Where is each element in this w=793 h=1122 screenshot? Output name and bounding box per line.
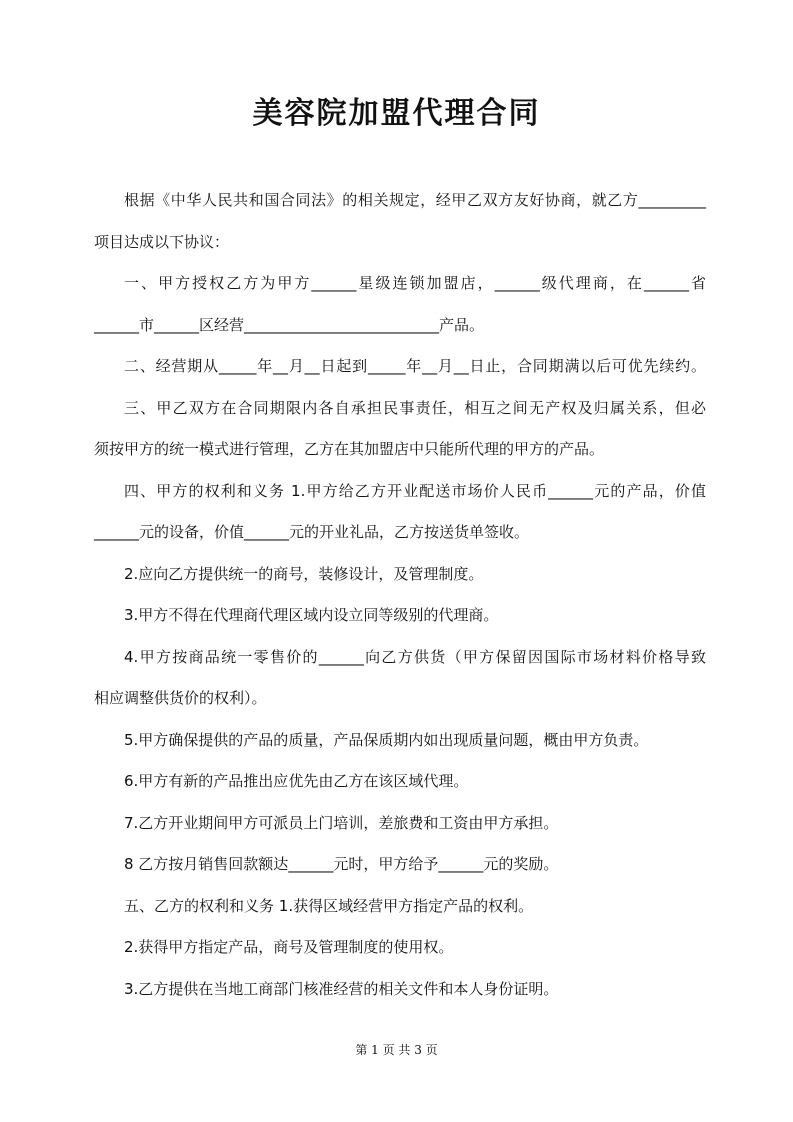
paragraph-line: ______元的设备，价值______元的开业礼品，乙方按送货单签收。	[94, 523, 530, 541]
paragraph-line: 7.乙方开业期间甲方可派员上门培训，差旅费和工资由甲方承担。	[124, 814, 559, 832]
paragraph-line: ______市______区经营__________________________产品。	[94, 316, 485, 334]
paragraph-line: 3.乙方提供在当地工商部门核准经营的相关文件和本人身份证明。	[124, 980, 559, 998]
paragraph-line: 二、经营期从_____年__月__日起到_____年__月__日止，合同期满以后可优先续约。	[124, 357, 706, 375]
paragraph-line: 相应调整供货价的权利）。	[94, 689, 267, 707]
paragraph-line: 4.甲方按商品统一零售价的______向乙方供货（甲方保留因国际市场材料价格导致	[124, 648, 706, 666]
paragraph-line: 三、甲乙双方在合同期限内各自承担民事责任，相互之间无产权及归属关系，但必	[124, 399, 706, 417]
paragraph-line: 须按甲方的统一模式进行管理，乙方在其加盟店中只能所代理的甲方的产品。	[94, 440, 605, 458]
paragraph-line: 根据《中华人民共和国合同法》的相关规定，经甲乙双方友好协商，就乙方_________	[124, 191, 706, 209]
paragraph-line: 2.应向乙方提供统一的商号，装修设计，及管理制度。	[124, 565, 484, 583]
paragraph-line: 6.甲方有新的产品推出应优先由乙方在该区域代理。	[124, 772, 469, 790]
paragraph-line: 5.甲方确保提供的产品的质量，产品保质期内如出现质量问题，概由甲方负责。	[124, 731, 649, 749]
paragraph-line: 项目达成以下协议：	[94, 233, 230, 251]
paragraph-line: 8 乙方按月销售回款额达______元时，甲方给予______元的奖励。	[124, 855, 559, 873]
page-footer: 第 1 页 共 3 页	[355, 1043, 438, 1057]
paragraph-line: 3.甲方不得在代理商代理区域内设立同等级别的代理商。	[124, 606, 499, 624]
document-title: 美容院加盟代理合同	[252, 96, 541, 131]
paragraph-line: 一、甲方授权乙方为甲方______星级连锁加盟店，______级代理商，在______省	[124, 274, 706, 292]
paragraph-line: 五、乙方的权利和义务 1.获得区域经营甲方指定产品的权利。	[124, 897, 534, 915]
paragraph-line: 2.获得甲方指定产品，商号及管理制度的使用权。	[124, 938, 454, 956]
paragraph-line: 四、甲方的权利和义务 1.甲方给乙方开业配送市场价人民币______元的产品，价值	[124, 482, 706, 500]
